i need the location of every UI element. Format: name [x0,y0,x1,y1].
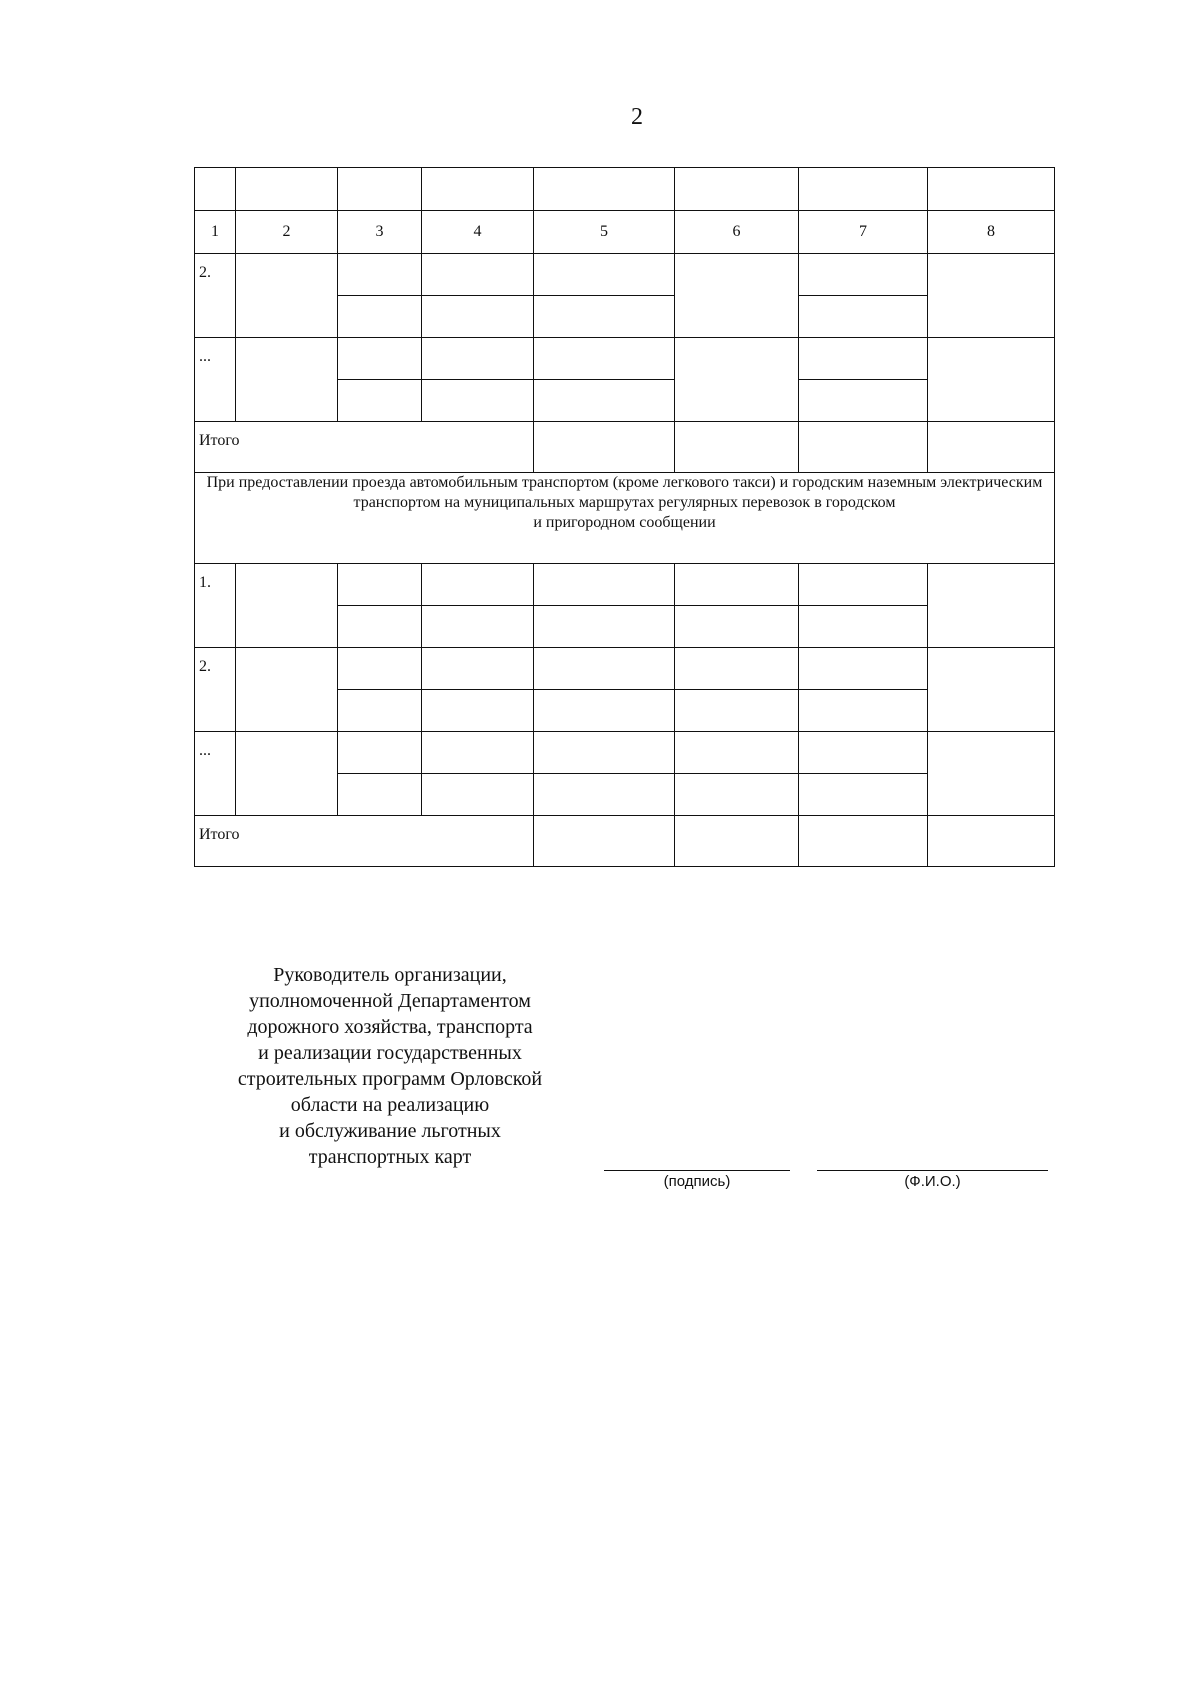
column-number: 6 [675,211,799,254]
section-heading: При предоставлении проезда автомобильным транспортом (кроме легкового такси) и городским наземным электрическим транспортом на муниципальных маршрутах регулярных перевозок в городском и пригородном сообщении [206,474,1043,531]
section-row [195,473,1055,564]
name-caption: (Ф.И.О.) [904,1173,961,1190]
name-line [817,1170,1048,1171]
row-label: ... [195,732,236,816]
column-number-row [195,211,1055,254]
report-table [194,167,1055,867]
column-number: 5 [534,211,675,254]
column-number: 7 [799,211,928,254]
page-number: 2 [631,104,643,130]
table-row [195,254,1055,296]
total-row [195,816,1055,867]
column-number: 4 [422,211,534,254]
column-number: 8 [928,211,1055,254]
table-row [195,564,1055,606]
total-row [195,422,1055,473]
row-label: 1. [195,564,236,648]
table-row [195,338,1055,380]
signatory-title: Руководитель организации, уполномоченной Департаментом дорожного хозяйства, транспорта и реализации государственных строительных программ Орловской области на реализацию и обслуживание льготных транспортных карт [237,964,543,1168]
signature-line [604,1170,790,1171]
total-label: Итого [195,422,534,473]
column-number: 1 [195,211,236,254]
signature-caption: (подпись) [663,1173,731,1190]
table-row [195,732,1055,774]
row-label: ... [195,338,236,422]
column-number: 3 [338,211,422,254]
row-label: 2. [195,648,236,732]
row-label: 2. [195,254,236,338]
total-label: Итого [195,816,534,867]
table-header-blank-row [195,168,1055,211]
table-row [195,648,1055,690]
column-number: 2 [236,211,338,254]
